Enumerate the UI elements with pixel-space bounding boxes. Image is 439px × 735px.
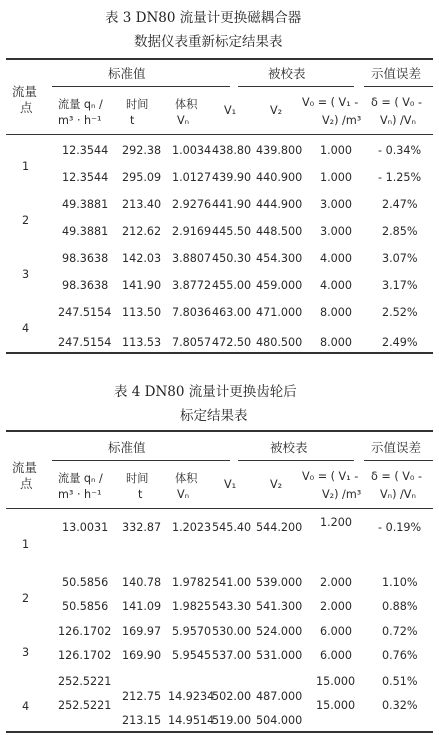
col-header-time-symbol: t (138, 488, 143, 501)
col-header-time-symbol: t (130, 114, 135, 127)
flow-point-3: 3 (22, 268, 30, 281)
group-rule-error (364, 460, 433, 461)
cell-flow: 49.3881 (62, 198, 109, 211)
cell-time: 142.03 (122, 252, 162, 265)
cell-time: 140.78 (122, 576, 162, 589)
cell-v1: 530.00 (212, 625, 252, 638)
cell-v2: 539.000 (256, 576, 303, 589)
col-header-time: 时间 (126, 98, 149, 111)
cell-v2: 544.200 (256, 521, 303, 534)
cell-volume: 7.8036 (172, 306, 212, 319)
cell-volume: 3.8807 (172, 252, 212, 265)
cell-volume: 14.9234 (168, 690, 215, 703)
cell-flow: 247.5154 (58, 306, 112, 319)
col-header-delta-2: Vₙ) /Vₙ (380, 114, 416, 127)
cell-time: 213.40 (122, 198, 162, 211)
cell-v1: 463.00 (212, 306, 252, 319)
cell-flow: 252.5221 (58, 699, 112, 712)
cell-v0: 6.000 (320, 625, 353, 638)
col-header-v0: V₀ = ( V₁ - (302, 96, 359, 109)
cell-volume: 5.9545 (172, 649, 212, 662)
flow-point-1: 1 (22, 538, 30, 551)
cell-v0: 1.200 (320, 516, 353, 529)
cell-time: 295.09 (122, 171, 162, 184)
cell-v2: 480.500 (256, 336, 303, 349)
cell-flow: 126.1702 (58, 625, 112, 638)
cell-error: - 0.19% (378, 521, 422, 534)
cell-v0: 6.000 (320, 649, 353, 662)
cell-v2: 454.300 (256, 252, 303, 265)
cell-time: 212.62 (122, 225, 162, 238)
cell-volume: 7.8057 (172, 336, 212, 349)
cell-v0: 3.000 (320, 225, 353, 238)
table-3-caption: 表 3 DN80 流量计更换磁耦合器 (105, 10, 302, 26)
cell-flow: 247.5154 (58, 336, 112, 349)
cell-v1: 455.00 (212, 279, 252, 292)
col-header-v1: V₁ (224, 104, 237, 117)
cell-v0: 1.000 (320, 171, 353, 184)
cell-v1: 450.30 (212, 252, 252, 265)
flow-point-2: 2 (22, 214, 30, 227)
group-rule-calibrated (238, 460, 354, 461)
cell-flow: 252.5221 (58, 675, 112, 688)
col-header-delta: δ = ( V₀ - (371, 96, 422, 109)
cell-time: 113.50 (122, 306, 162, 319)
cell-flow: 12.3544 (62, 171, 109, 184)
group-rule-error (364, 86, 433, 87)
cell-v2: 439.800 (256, 144, 303, 157)
col-header-v1: V₁ (224, 478, 237, 491)
cell-error: - 1.25% (378, 171, 422, 184)
cell-time: 332.87 (122, 521, 162, 534)
top-rule (6, 430, 433, 432)
table-3-caption-line2: 数据仪表重新标定结果表 (134, 34, 283, 50)
cell-error: 2.85% (382, 225, 418, 238)
cell-error: 0.72% (382, 625, 418, 638)
cell-flow: 50.5856 (62, 576, 109, 589)
flow-point-3: 3 (22, 646, 30, 659)
cell-time: 212.75 (122, 690, 162, 703)
col-header-flow: 流量 qₙ / (58, 98, 103, 111)
cell-flow: 12.3544 (62, 144, 109, 157)
cell-v0: 8.000 (320, 306, 353, 319)
group-header-error: 示值误差 (371, 440, 422, 455)
group-rule-standard (52, 86, 230, 87)
flow-point-2: 2 (22, 592, 30, 605)
header-rule (6, 508, 433, 509)
group-header-calibrated: 被校表 (270, 440, 308, 455)
cell-volume: 1.9782 (172, 576, 212, 589)
cell-v0: 2.000 (320, 600, 353, 613)
col-header-v0-2: V₂) /m³ (322, 114, 362, 127)
cell-error: 0.76% (382, 649, 418, 662)
cell-v2: 524.000 (256, 625, 303, 638)
cell-v1: 445.50 (212, 225, 252, 238)
group-header-error: 示值误差 (371, 66, 422, 81)
cell-time: 169.97 (122, 625, 162, 638)
cell-time: 169.90 (122, 649, 162, 662)
cell-v2: 471.000 (256, 306, 303, 319)
group-rule-calibrated (238, 86, 354, 87)
cell-v0: 2.000 (320, 576, 353, 589)
cell-v0: 15.000 (316, 675, 356, 688)
col-header-volume-symbol: Vₙ (177, 488, 190, 501)
cell-error: 0.88% (382, 600, 418, 613)
cell-v2: 531.000 (256, 649, 303, 662)
cell-v2: 487.000 (256, 690, 303, 703)
cell-error: 3.17% (382, 279, 418, 292)
top-rule (6, 58, 433, 60)
cell-time: 141.09 (122, 600, 162, 613)
cell-volume: 5.9570 (172, 625, 212, 638)
cell-v0: 4.000 (320, 279, 353, 292)
cell-volume: 1.0127 (172, 171, 212, 184)
cell-v0: 15.000 (316, 699, 356, 712)
col-header-flow-unit: m³ · h⁻¹ (58, 488, 102, 501)
cell-v2: 440.900 (256, 171, 303, 184)
cell-volume: 14.9514 (168, 714, 215, 727)
cell-volume: 2.9276 (172, 198, 212, 211)
cell-error: - 0.34% (378, 144, 422, 157)
flow-point-header-2: 点 (20, 476, 33, 491)
cell-v1: 543.30 (212, 600, 252, 613)
flow-point-header: 流量 (12, 84, 38, 99)
cell-v1: 537.00 (212, 649, 252, 662)
col-header-volume: 体积 (175, 98, 198, 111)
group-header-standard: 标准值 (108, 66, 146, 81)
cell-volume: 1.9825 (172, 600, 212, 613)
cell-flow: 98.3638 (62, 279, 109, 292)
group-header-calibrated: 被校表 (268, 66, 306, 81)
cell-time: 113.53 (122, 336, 162, 349)
cell-time: 141.90 (122, 279, 162, 292)
cell-v2: 541.300 (256, 600, 303, 613)
col-header-time: 时间 (126, 472, 149, 485)
cell-volume: 3.8772 (172, 279, 212, 292)
cell-v2: 444.900 (256, 198, 303, 211)
group-rule-standard (52, 460, 230, 461)
table-4-caption: 表 4 DN80 流量计更换齿轮后 (114, 384, 297, 400)
cell-error: 0.32% (382, 699, 418, 712)
bottom-rule (6, 731, 433, 733)
col-header-v0-2: V₂) /m³ (322, 488, 362, 501)
col-header-v0: V₀ = ( V₁ - (302, 470, 359, 483)
col-header-v2: V₂ (270, 104, 283, 117)
cell-v1: 545.40 (212, 521, 252, 534)
cell-v0: 3.000 (320, 198, 353, 211)
cell-error: 3.07% (382, 252, 418, 265)
cell-error: 2.49% (382, 336, 418, 349)
cell-volume: 2.9169 (172, 225, 212, 238)
cell-flow: 126.1702 (58, 649, 112, 662)
col-header-delta: δ = ( V₀ - (371, 470, 422, 483)
cell-v0: 4.000 (320, 252, 353, 265)
cell-v2: 504.000 (256, 714, 303, 727)
cell-flow: 98.3638 (62, 252, 109, 265)
cell-v0: 1.000 (320, 144, 353, 157)
cell-v0: 8.000 (320, 336, 353, 349)
cell-flow: 49.3881 (62, 225, 109, 238)
col-header-flow: 流量 qₙ / (58, 472, 103, 485)
cell-error: 2.52% (382, 306, 418, 319)
flow-point-4: 4 (22, 700, 30, 713)
cell-time: 292.38 (122, 144, 162, 157)
cell-v1: 472.50 (212, 336, 252, 349)
col-header-volume: 体积 (175, 472, 198, 485)
col-header-flow-unit: m³ · h⁻¹ (58, 114, 102, 127)
cell-v1: 438.80 (212, 144, 252, 157)
col-header-volume-symbol: Vₙ (177, 114, 190, 127)
cell-v1: 502.00 (212, 690, 252, 703)
cell-error: 2.47% (382, 198, 418, 211)
cell-volume: 1.0034 (172, 144, 212, 157)
cell-flow: 13.0031 (62, 521, 109, 534)
flow-point-4: 4 (22, 322, 30, 335)
cell-error: 1.10% (382, 576, 418, 589)
cell-volume: 1.2023 (172, 521, 212, 534)
flow-point-header-2: 点 (20, 100, 33, 115)
cell-v2: 448.500 (256, 225, 303, 238)
cell-v1: 441.90 (212, 198, 252, 211)
table-4-caption-line2: 标定结果表 (180, 408, 248, 424)
cell-v1: 439.90 (212, 171, 252, 184)
cell-v2: 459.000 (256, 279, 303, 292)
cell-v1: 541.00 (212, 576, 252, 589)
cell-time: 213.15 (122, 714, 162, 727)
col-header-v2: V₂ (270, 478, 283, 491)
cell-flow: 50.5856 (62, 600, 109, 613)
header-rule (6, 134, 433, 135)
cell-v1: 519.00 (212, 714, 252, 727)
bottom-rule (6, 352, 433, 354)
col-header-delta-2: Vₙ) /Vₙ (380, 488, 416, 501)
cell-error: 0.51% (382, 675, 418, 688)
flow-point-header: 流量 (12, 460, 38, 475)
group-header-standard: 标准值 (108, 440, 146, 455)
flow-point-1: 1 (22, 160, 30, 173)
